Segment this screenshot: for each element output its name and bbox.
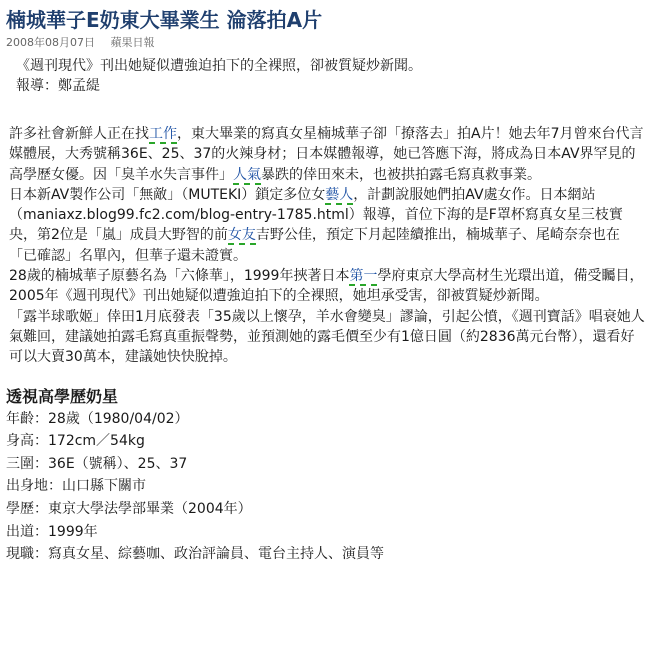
paragraph-1 bbox=[6, 124, 646, 185]
keyword-link-artist[interactable]: 藝人 bbox=[325, 186, 354, 203]
profile-birthplace: 出身地：山口縣下關市 bbox=[6, 478, 146, 495]
text-run: 日本新AV製作公司「無敵」（MUTEKI）鎖定多位女 bbox=[9, 186, 326, 203]
profile-education: 學歷：東京大學法學部畢業（2004年） bbox=[6, 500, 252, 517]
article-body bbox=[6, 124, 646, 368]
article-title: 楠城華子E奶東大畢業生 淪落拍A片 bbox=[6, 8, 323, 32]
paragraph-3 bbox=[6, 266, 646, 307]
keyword-link-work[interactable]: 工作 bbox=[149, 126, 177, 142]
keyword-link-popularity[interactable]: 人氣 bbox=[233, 166, 261, 183]
paragraph-4: 「露半球歌姬」倖田1月底發表「35歲以上懷孕，羊水會變臭」謬論，引起公憤，《週刊寶話》唱衰她人氣難回，建議她拍露毛寫真重振聲勢，並預測她的露毛價至少有1億日圓（約2836萬元台幣），還看好可以大賣30萬本，建議她快快脫掉。 bbox=[9, 308, 645, 366]
profile-list bbox=[6, 408, 646, 566]
lead-text: 《週刊現代》刊出她疑似遭強迫拍下的全裸照，卻被質疑炒新聞。 bbox=[16, 58, 422, 74]
profile-height: 身高：172cm／54kg bbox=[6, 433, 145, 450]
text-run: ，計劃說服她們拍AV處女作。日本網站（maniaxz.blog99.fc2.com/blog-entry-1785.html）報導，首位下海的是F罩杯寫真女星三枝實央，第2位是「嵐」成員大野智的前 bbox=[9, 186, 623, 244]
paragraph-2 bbox=[6, 185, 646, 266]
keyword-link-first[interactable]: 第一 bbox=[349, 268, 378, 285]
text-run: 暴跌的倖田來未，也被拱拍露毛寫真救事業。 bbox=[261, 166, 541, 183]
reporter-credit: 報導：鄭孟緹 bbox=[16, 78, 100, 94]
spacer bbox=[6, 96, 646, 124]
text-run: 學府東京大學高材生光環出道，備受矚目，2005年《週刊現代》刊出她疑似遭強迫拍下的全裸照，她坦承受害，卻被質疑炒新聞。 bbox=[9, 268, 644, 305]
profile-measurements: 三圍：36E（號稱）、25、37 bbox=[6, 455, 188, 472]
publish-date: 2008年08月07日 bbox=[6, 36, 95, 49]
text-run: 許多社會新鮮人正在找 bbox=[9, 126, 149, 142]
article-lead bbox=[16, 56, 646, 96]
news-source: 蘋果日報 bbox=[110, 36, 155, 49]
text-run: ，東大畢業的寫真女星楠城華子卻「撩落去」拍A片！她去年7月曾來台代言媒體展，大秀號稱36E、25、37的火辣身材；日本媒體報導，她已答應下海，將成為日本AV界罕見的高學歷女優。因「臭羊水失言事件」 bbox=[9, 126, 644, 183]
keyword-link-girlfriend[interactable]: 女友 bbox=[227, 227, 256, 244]
text-run: 吉野公佳，預定下月起陸續推出，楠城華子、尾崎奈奈也在「已確認」名單內，但華子還未證實。 bbox=[9, 227, 620, 264]
profile-heading: 透視高學歷奶星 bbox=[6, 386, 119, 406]
profile-age: 年齡：28歲（1980/04/02） bbox=[6, 410, 189, 427]
text-run: 28歲的楠城華子原藝名為「六條華」，1999年挾著日本 bbox=[9, 268, 350, 285]
profile-career: 現職：寫真女星、綜藝咖、政治評論員、電台主持人、演員等 bbox=[6, 546, 384, 563]
article-meta bbox=[6, 36, 646, 50]
profile-debut: 出道：1999年 bbox=[6, 523, 98, 540]
